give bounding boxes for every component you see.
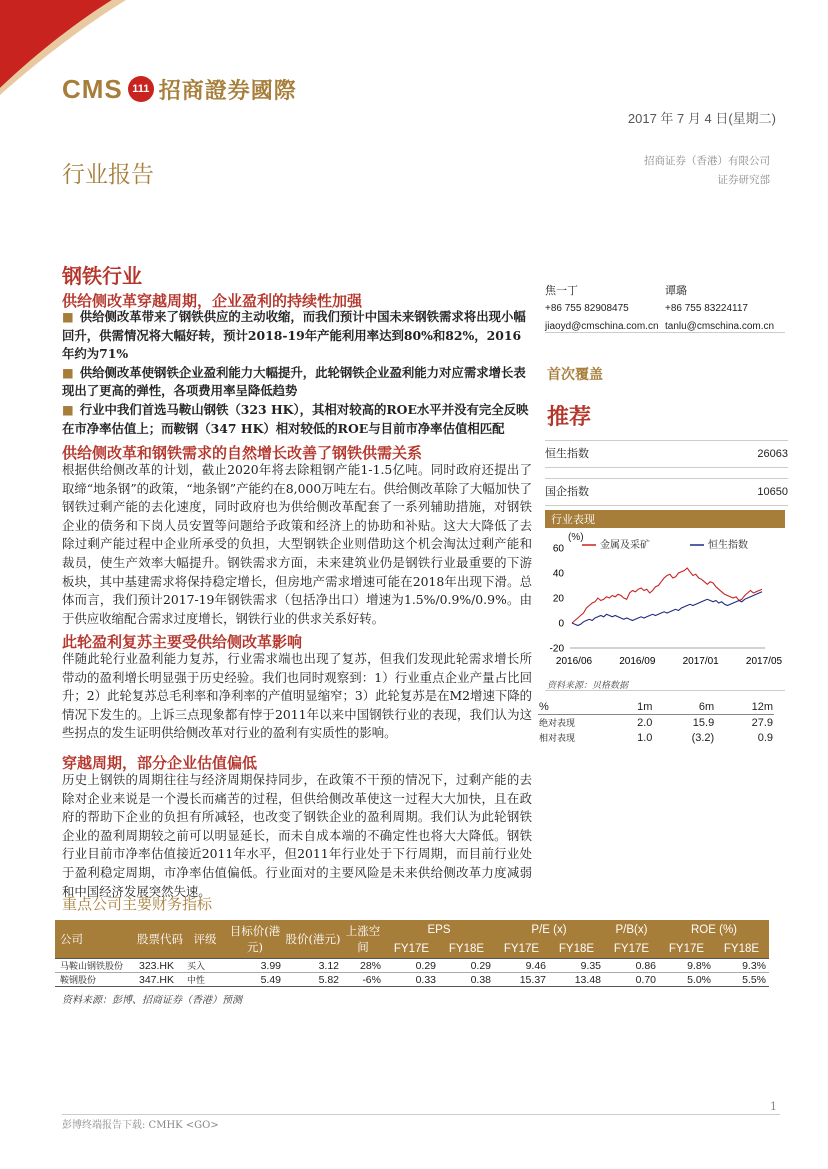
analyst-phone: +86 755 82908475 (545, 303, 629, 314)
table-row (55, 973, 769, 987)
col-header: EPS (384, 920, 494, 939)
section-heading: 此轮盈利复苏主要受供给侧改革影响 (62, 633, 303, 651)
divider (545, 332, 785, 333)
table-row (538, 715, 774, 731)
cell: 5.5% (742, 973, 766, 986)
cell: 15.9 (692, 716, 715, 729)
section-body: 历史上钢铁的周期往往与经济周期保持同步，在政策不干预的情况下，过剩产能的去除对企业来说是一个漫长而痛苦的过程，但供给侧改革使这一过程大大加快，且在政府的帮助下企业的负担有所减轻，也改变了钢铁企业的盈利周期。我们认为此轮钢铁企业的盈利周期较之前可以明显延长，而未自成本端的不确定性也将大大降低。钢铁行业目前市净率估值接近2011年水平，但2011年行业处于下行周期，而目前行业处于盈利稳定周期，市净率估值偏低。行业面对的主要风险是未来供给侧改革力度减弱和中国经济发展突然失速。 (62, 772, 532, 899)
y-tick-label: 20 (552, 593, 564, 605)
section-body: 伴随此轮行业盈利能力复苏，行业需求端也出现了复苏，但我们发现此轮需求增长所带动的盈利增长明显强于历史经验。我们也同时观察到：1）行业重点企业产量占比回升；2）此轮复苏总毛利率和净利率的产值明显缩窄；3）此轮复苏是在M2增速下降的情况下发生的。上诉三点现象都有悖于2011年以来中国钢铁行业的表现，我们认为这些拐点的发生证明供给侧改革对行业的盈利有实质性的影响。 (62, 651, 533, 741)
cell: 5.0% (687, 973, 711, 986)
sector-title: 钢铁行业 (62, 264, 142, 288)
col-header: 公司 (55, 920, 136, 959)
index-label: 恒生指数 (545, 447, 589, 460)
table-row (55, 959, 769, 973)
cell: 0.38 (470, 973, 491, 986)
footer-rule (62, 1114, 780, 1115)
series-line-metals (572, 568, 762, 623)
col-header: 股价(港元) (284, 920, 342, 959)
analyst-2 (665, 282, 774, 336)
chart-source: 资料来源：贝格数据 (547, 681, 629, 691)
cell: 13.48 (574, 973, 601, 986)
analyst-1 (545, 282, 659, 336)
perf-title: 行业表现 (551, 513, 595, 526)
cell: 6m (698, 701, 715, 713)
perf-table-header (538, 700, 774, 715)
perf-table (538, 700, 774, 745)
cell: 2.0 (637, 716, 653, 729)
performance-chart (540, 528, 790, 668)
legend-label-metals: 金属及采矿 (600, 540, 650, 551)
brand-logo (62, 74, 297, 104)
cell: 0.86 (635, 959, 656, 972)
cell: 0.29 (470, 959, 491, 972)
col-header: 目标价(港元) (226, 920, 284, 959)
cell: 0.33 (415, 973, 436, 986)
cell: 5.82 (318, 973, 339, 986)
footer-download: 彭博终端报告下载: CMHK <GO> (62, 1120, 219, 1131)
col-header: 股票代码 (136, 920, 184, 959)
cell: 鞍钢股份 (60, 976, 97, 986)
brand-badge: 111 (128, 76, 154, 102)
cell: 9.3% (742, 959, 766, 972)
section-heading: 供给侧改革和钢铁需求的自然增长改善了钢铁供需关系 (62, 444, 423, 462)
section-body: 根据供给侧改革的计划，截止2020年将去除粗钢产能1-1.5亿吨。同时政府还提出了取缔“地条钢”的政策，“地条钢”产能约在8,000万吨左右。供给侧改革除了大幅加快了钢铁过剩产能的去化速度，同时政府也为供给侧改革配套了一系列辅助措施，对钢铁企业的债务和下岗人员安置等问题给予政策和经济上的协助和补贴。这大大降低了去除过剩产能过程中企业所承受的负担，大型钢铁企业则借助这个机会淘汰过剩产能和裁员，使生产效率大幅提升。钢铁需求方面，未来建筑业仍是钢铁行业最重要的下游板块，其中基建需求将保持稳定增长，但房地产需求增速可能在2018年出现下滑。总体而言，我们预计2017-19年钢铁需求（包括净出口）增速为1.5%/0.9%/0.9%。由于供应收缩配合需求过度增长，钢铁行业的供求关系好转。 (62, 462, 532, 626)
col-header: P/E (x) (494, 920, 604, 939)
cell: 9.8% (687, 959, 711, 972)
coverage-label: 首次覆盖 (547, 367, 603, 383)
cell: 9.46 (525, 959, 546, 972)
key-point: ■ 行业中我们首选马鞍山钢铁（323 HK），其相对较高的ROE水平并没有完全反映在市净率估值上；而鞍钢（347 HK）相对较低的ROE与目前市净率估值相匹配 (62, 401, 529, 436)
report-type: 行业报告 (62, 162, 154, 188)
cell: 相对表现 (539, 734, 576, 744)
col-header: 上涨空间 (342, 920, 384, 959)
col-header: FY18E (714, 939, 769, 959)
department: 证券研究部 (717, 174, 770, 186)
index-row (545, 440, 788, 468)
col-header: FY17E (384, 939, 439, 959)
series-line-hsi (572, 592, 762, 626)
company-name: 招商证券（香港）有限公司 (644, 155, 770, 167)
table-row (538, 730, 774, 745)
cell: 买入 (187, 962, 206, 972)
x-tick-label: 2016/09 (619, 656, 656, 667)
col-header: FY17E (604, 939, 659, 959)
cell: 5.49 (260, 973, 281, 986)
brand-name: 招商證券國際 (158, 77, 297, 104)
divider (545, 690, 785, 691)
cell: 0.9 (757, 731, 773, 744)
y-axis-unit: (%) (568, 532, 584, 543)
y-tick-label: 0 (558, 618, 564, 630)
cell: 9.35 (580, 959, 601, 972)
section-heading: 穿越周期，部分企业估值偏低 (62, 754, 258, 772)
legend-label-hsi: 恒生指数 (708, 540, 748, 551)
cell: 0.70 (635, 973, 656, 986)
cell: (3.2) (691, 731, 715, 744)
page-number: 1 (770, 1100, 777, 1113)
analyst-name: 焦一丁 (545, 284, 578, 297)
fin-table-title: 重点公司主要财务指标 (62, 895, 213, 913)
index-value: 10650 (757, 486, 788, 498)
analyst-email[interactable]: jiaoyd@cmschina.com.cn (545, 321, 659, 332)
cell: 347.HK (139, 973, 175, 986)
y-tick-label: 60 (552, 543, 564, 555)
financial-table (55, 920, 769, 987)
index-row (545, 478, 788, 506)
fin-table-source: 资料来源：彭博、招商证券（香港）预测 (62, 995, 242, 1006)
cell: 中性 (187, 976, 206, 986)
analyst-email[interactable]: tanlu@cmschina.com.cn (665, 321, 775, 332)
brand-cms: CMS (62, 73, 123, 104)
analyst-name: 谭璐 (665, 284, 687, 297)
cell: 0.29 (415, 959, 436, 972)
cell: 323.HK (139, 959, 175, 972)
col-header: 评级 (184, 920, 226, 959)
x-tick-label: 2017/01 (682, 656, 719, 667)
subtitle: 供给侧改革穿越周期，企业盈利的持续性加强 (62, 292, 363, 310)
col-header: FY17E (659, 939, 714, 959)
cell: -6% (362, 973, 381, 986)
col-header: FY18E (439, 939, 494, 959)
key-point: ■ 供给侧改革使钢铁企业盈利能力大幅提升，此轮钢铁企业盈利能力对应需求增长表现出了更高的弹性，各项费用率呈降低趋势 (62, 364, 526, 399)
cell: 28% (359, 959, 381, 972)
cell: 绝对表现 (539, 719, 576, 729)
cell: 3.99 (260, 959, 281, 972)
x-tick-label: 2017/05 (745, 656, 783, 667)
report-date: 2017 年 7 月 4 日(星期二) (627, 111, 776, 126)
index-table (545, 440, 788, 506)
analyst-phone: +86 755 83224117 (665, 303, 748, 314)
cell: % (539, 701, 549, 713)
cell: 15.37 (519, 973, 546, 986)
cell: 1.0 (637, 731, 653, 744)
cell: 12m (751, 701, 773, 713)
col-header: FY17E (494, 939, 549, 959)
col-header: ROE (%) (659, 920, 769, 939)
y-tick-label: 40 (552, 568, 564, 580)
col-header: FY18E (549, 939, 604, 959)
x-tick-label: 2016/06 (555, 656, 593, 667)
y-tick-label: -20 (549, 643, 564, 655)
rating: 推荐 (547, 404, 592, 430)
cell: 3.12 (318, 959, 339, 972)
key-points (62, 308, 532, 438)
key-point: ■ 供给侧改革带来了钢铁供应的主动收缩，而我们预计中国未来钢铁需求将出现小幅回升，供需情况将大幅好转，预计2018-19年产能利用率达到80%和82%，2016年约为71% (62, 309, 526, 362)
cell: 1m (637, 701, 653, 713)
index-value: 26063 (757, 448, 788, 460)
index-label: 国企指数 (545, 485, 589, 498)
cell: 27.9 (751, 716, 773, 729)
cell: 马鞍山钢铁股份 (60, 962, 124, 972)
col-header: P/B(x) (604, 920, 659, 939)
